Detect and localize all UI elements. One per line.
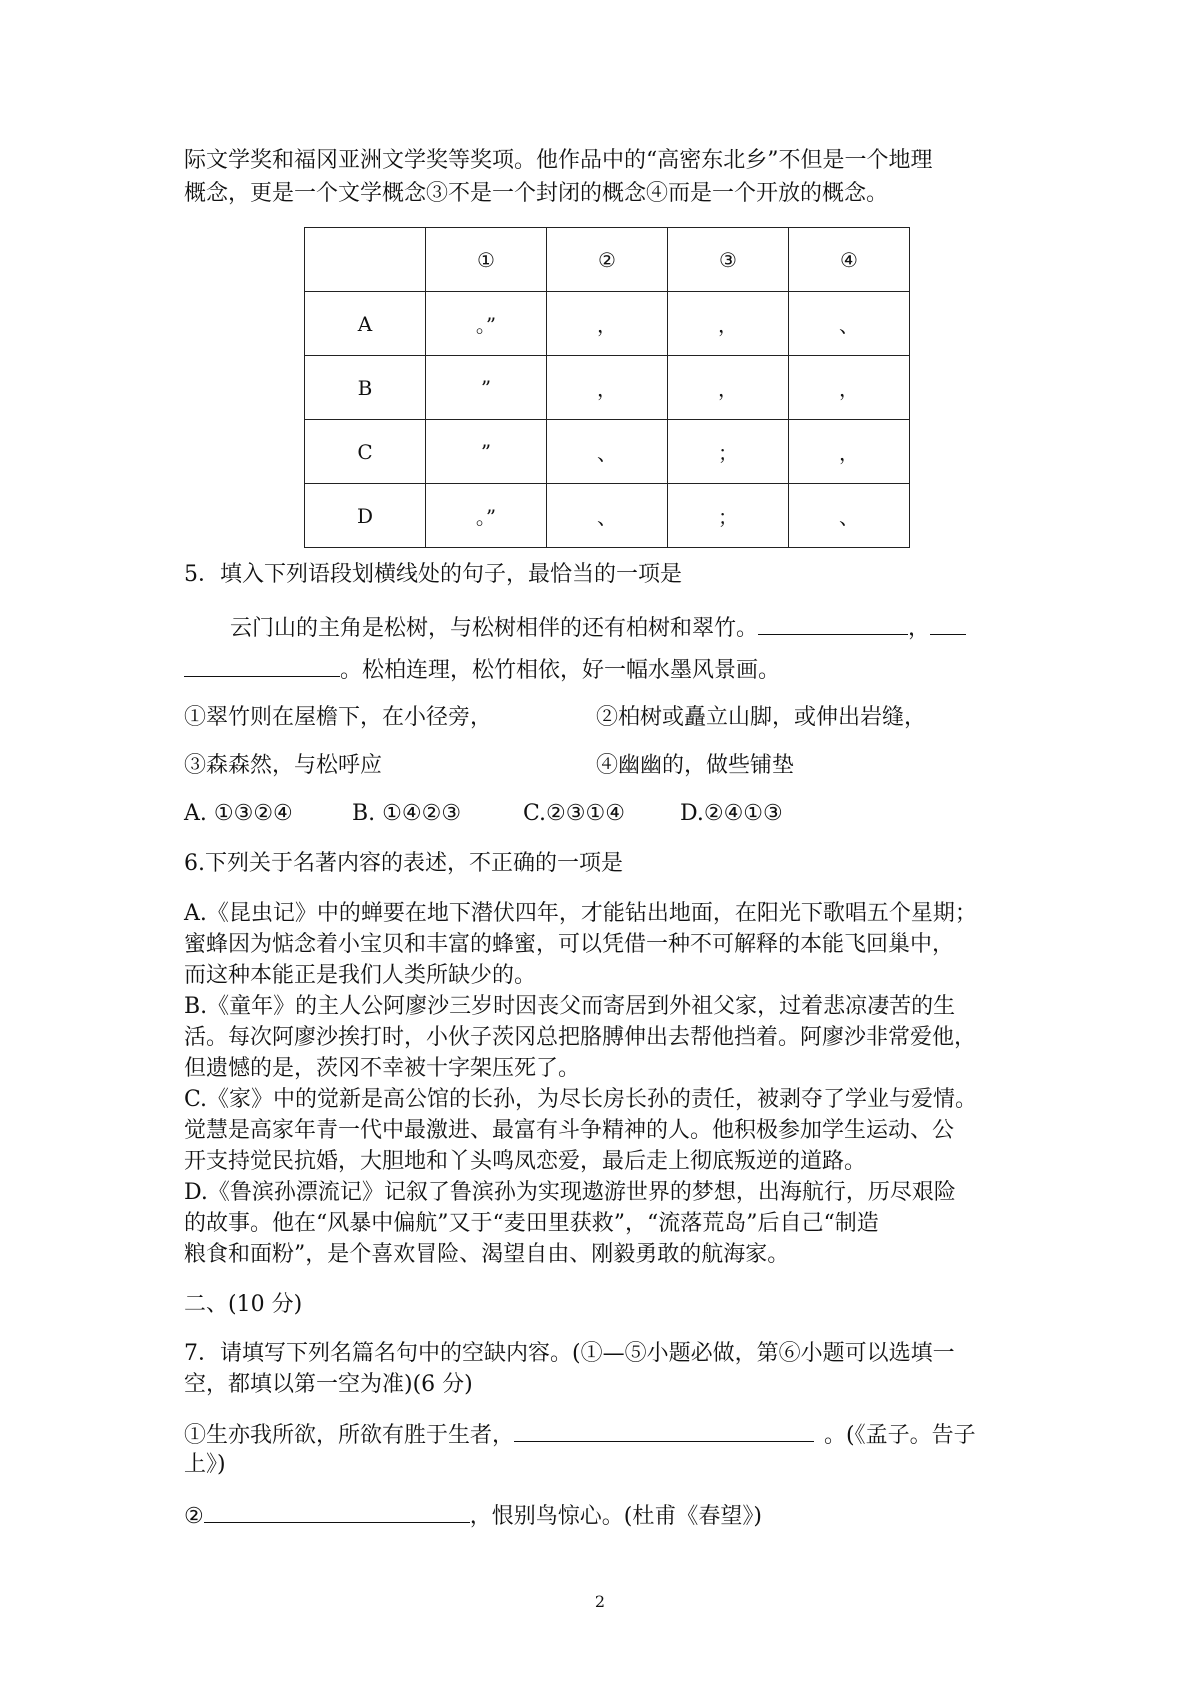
q5-sentence-1: ①翠竹则在屋檐下，在小径旁， [184, 705, 493, 730]
table-cell: ， [789, 420, 910, 484]
table-cell: ① [426, 228, 547, 292]
table-cell: ， [547, 356, 668, 420]
q5-sentence-4: ④幽幽的，做些铺垫 [596, 753, 795, 778]
q6-option-a-line: A.《昆虫记》中的蝉要在地下潜伏四年，才能钻出地面，在阳光下歌唱五个星期； [184, 901, 977, 926]
answer-blank[interactable] [204, 1500, 470, 1523]
page-number: 2 [594, 1592, 606, 1611]
q7-item-text: ② [184, 1504, 204, 1529]
q5-choice-a: A. ①③②④ [184, 801, 293, 826]
table-cell: ， [547, 292, 668, 356]
table-cell: ” [426, 420, 547, 484]
q6-option-b-line: 活。每次阿廖沙挨打时，小伙子茨冈总把胳膊伸出去帮他挡着。阿廖沙非常爱他， [184, 1025, 977, 1050]
table-cell [305, 228, 426, 292]
q5-sentence-3: ③森森然，与松呼应 [184, 753, 383, 778]
q6-option-c-line: 觉慧是高家年青一代中最激进、最富有斗争精神的人。他积极参加学生运动、公 [184, 1118, 955, 1143]
table-cell: ； [668, 484, 789, 548]
table-cell: 、 [789, 484, 910, 548]
q7-stem-line-1: 7．请填写下列名篇名句中的空缺内容。(①—⑤小题必做，第⑥小题可以选填一 [184, 1341, 955, 1366]
q7-item-2 [184, 1500, 762, 1532]
q5-choice-c: C.②③①④ [523, 801, 625, 826]
q5-choice-b: B. ①④②③ [352, 801, 462, 826]
table-cell: 。” [426, 292, 547, 356]
q6-option-c-line: C.《家》中的觉新是高公馆的长孙，为尽长房长孙的责任，被剥夺了学业与爱情。 [184, 1087, 978, 1112]
q6-option-a-line: 而这种本能正是我们人类所缺少的。 [184, 963, 537, 988]
q7-item-1 [184, 1419, 976, 1451]
table-cell: D [305, 484, 426, 548]
table-cell: ， [789, 356, 910, 420]
q6-option-b-line: B.《童年》的主人公阿廖沙三岁时因丧父而寄居到外祖父家，过着悲凉凄苦的生 [184, 994, 956, 1019]
table-cell: 、 [547, 420, 668, 484]
table-cell: ， [668, 356, 789, 420]
punctuation-table [304, 227, 910, 548]
answer-blank[interactable] [758, 612, 908, 635]
q7-item-text: ，恨别鸟惊心。(杜甫《春望》) [469, 1504, 762, 1529]
q6-option-a-line: 蜜蜂因为惦念着小宝贝和丰富的蜂蜜，可以凭借一种不可解释的本能飞回巢中， [184, 932, 955, 957]
answer-blank[interactable] [930, 612, 966, 635]
q5-passage-comma: ， [908, 616, 931, 641]
q6-option-d-line: 的故事。他在“风暴中偏航”又于“麦田里获救”，“流落荒岛”后自己“制造 [184, 1211, 879, 1236]
table-cell: ③ [668, 228, 789, 292]
section-heading: 二、(10 分) [184, 1292, 303, 1317]
table-cell: ② [547, 228, 668, 292]
table-row [305, 292, 910, 356]
table-cell: A [305, 292, 426, 356]
table-row [305, 484, 910, 548]
table-cell: ” [426, 356, 547, 420]
table-cell: 。” [426, 484, 547, 548]
q7-item-text: ①生亦我所欲，所欲有胜于生者， [184, 1423, 515, 1448]
q6-stem: 6.下列关于名著内容的表述，不正确的一项是 [184, 851, 623, 876]
q5-passage-line-2 [184, 654, 780, 686]
intro-line-1: 际文学奖和福冈亚洲文学奖等奖项。他作品中的“高密东北乡”不但是一个地理 [184, 148, 933, 173]
table-cell: ④ [789, 228, 910, 292]
q5-choice-d: D.②④①③ [680, 801, 783, 826]
q5-passage-text: 。松柏连理，松竹相依，好一幅水墨风景画。 [340, 658, 781, 683]
q6-option-d-line: D.《鲁滨孙漂流记》记叙了鲁滨孙为实现遨游世界的梦想，出海航行，历尽艰险 [184, 1180, 956, 1205]
q5-passage-text: 云门山的主角是松树，与松树相伴的还有柏树和翠竹。 [230, 616, 759, 641]
q6-option-d-line: 粮食和面粉”，是个喜欢冒险、渴望自由、刚毅勇敢的航海家。 [184, 1242, 790, 1267]
table-cell: ， [668, 292, 789, 356]
q7-item-text: 。(《孟子。告子 [824, 1423, 976, 1448]
table-row [305, 420, 910, 484]
q7-item-1-continued: 上》) [184, 1452, 226, 1477]
q5-sentence-2: ②柏树或矗立山脚，或伸出岩缝， [596, 705, 927, 730]
table-cell: 、 [789, 292, 910, 356]
answer-blank[interactable] [184, 654, 340, 677]
intro-line-2: 概念，更是一个文学概念③不是一个封闭的概念④而是一个开放的概念。 [184, 181, 889, 206]
table-cell: ； [668, 420, 789, 484]
table-cell: 、 [547, 484, 668, 548]
q7-stem-line-2: 空，都填以第一空为准)(6 分) [184, 1372, 473, 1397]
table-row [305, 356, 910, 420]
table-header-row [305, 228, 910, 292]
q5-passage-line-1 [230, 612, 966, 644]
answer-blank[interactable] [514, 1419, 814, 1442]
table-cell: C [305, 420, 426, 484]
q6-option-b-line: 但遗憾的是，茨冈不幸被十字架压死了。 [184, 1056, 581, 1081]
table-cell: B [305, 356, 426, 420]
q6-option-c-line: 开支持觉民抗婚，大胆地和丫头鸣凤恋爱，最后走上彻底叛逆的道路。 [184, 1149, 867, 1174]
q5-stem: 5．填入下列语段划横线处的句子，最恰当的一项是 [184, 562, 682, 587]
